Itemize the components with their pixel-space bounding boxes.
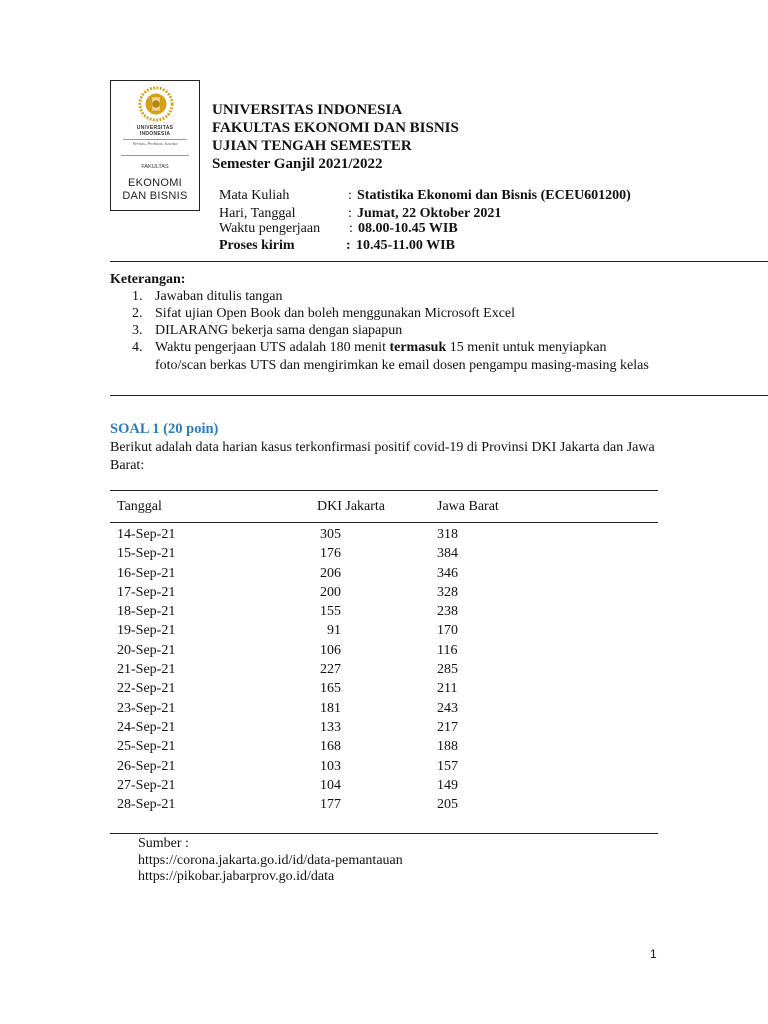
table-row <box>110 776 658 795</box>
table-row <box>110 583 658 602</box>
cell-dki-value: 305 <box>320 527 341 542</box>
cell-jabar: 243 <box>437 700 458 716</box>
cell-jabar: 116 <box>437 642 458 658</box>
table-body <box>110 523 658 815</box>
university-logo <box>110 80 200 211</box>
info-course-label: Mata Kuliah <box>219 188 290 203</box>
note-number-2: 2. <box>132 306 143 321</box>
note-number-1: 1. <box>132 289 143 304</box>
table-header-row <box>110 491 658 523</box>
logo-faculty-line1: EKONOMI <box>127 177 183 189</box>
cell-dki <box>317 583 437 602</box>
info-time-value: 08.00-10.45 WIB <box>358 221 458 236</box>
cell-date: 23-Sep-21 <box>117 700 176 716</box>
cell-jabar: 211 <box>437 681 458 697</box>
cell-jabar: 346 <box>437 565 458 581</box>
cell-dki <box>317 544 437 563</box>
cell-dki-value: 106 <box>320 642 341 658</box>
notes-divider <box>110 395 768 396</box>
note-4-bold: termasuk <box>389 340 447 355</box>
cell-jabar: 384 <box>437 546 458 562</box>
cell-jabar: 188 <box>437 739 458 755</box>
cell-dki-value: 206 <box>320 565 341 581</box>
cell-date: 25-Sep-21 <box>117 739 176 755</box>
cell-date: 22-Sep-21 <box>117 681 176 697</box>
info-time-label: Waktu pengerjaan <box>219 221 321 236</box>
info-date-value: Jumat, 22 Oktober 2021 <box>357 206 502 221</box>
logo-faculty-name <box>111 177 199 203</box>
cell-dki <box>317 523 437 545</box>
cell-date: 20-Sep-21 <box>117 642 176 658</box>
question-intro: Berikut adalah data harian kasus terkonfirmasi positif covid-19 di Provinsi DKI Jakarta dan Jawa Barat: <box>110 440 655 473</box>
header-divider <box>110 261 768 262</box>
cell-dki-value: 165 <box>320 681 341 697</box>
table-row <box>110 757 658 776</box>
cell-jabar: 157 <box>437 758 458 774</box>
logo-faculty-line2: DAN BISNIS <box>122 190 188 202</box>
table-row <box>110 641 658 660</box>
cell-dki <box>317 621 437 640</box>
cell-date: 26-Sep-21 <box>117 758 176 774</box>
source-label: Sumber : <box>138 836 189 851</box>
column-header-dki: DKI Jakarta <box>317 491 437 523</box>
notes-title: Keterangan: <box>110 272 186 287</box>
cell-dki-value: 104 <box>320 777 341 793</box>
table-bottom-rule <box>110 833 658 834</box>
cell-dki-value: 176 <box>320 546 341 562</box>
header-faculty: FAKULTAS EKONOMI DAN BISNIS <box>212 120 459 136</box>
cell-dki <box>317 718 437 737</box>
covid-data-table <box>110 490 658 814</box>
note-4-before: Waktu pengerjaan UTS adalah 180 menit <box>155 340 390 355</box>
info-send-value: 10.45-11.00 WIB <box>356 238 455 253</box>
cell-dki <box>317 660 437 679</box>
source-url-jabar: https://pikobar.jabarprov.go.id/data <box>138 869 335 884</box>
header-title <box>212 101 459 173</box>
cell-dki <box>317 737 437 756</box>
question-title: SOAL 1 (20 poin) <box>110 421 219 437</box>
cell-date: 14-Sep-21 <box>117 527 176 542</box>
note-4-after: 15 menit untuk menyiapkan foto/scan berkas UTS dan mengirimkan ke email dosen pengampu masing-masing kelas <box>155 340 649 373</box>
table-row <box>110 718 658 737</box>
column-header-jabar: Jawa Barat <box>437 491 658 523</box>
makara-emblem-icon <box>137 85 175 123</box>
table-row <box>110 795 658 814</box>
note-text-2: Sifat ujian Open Book dan boleh menggunakan Microsoft Excel <box>155 306 516 321</box>
cell-dki-value: 181 <box>320 700 341 716</box>
table-row <box>110 737 658 756</box>
cell-dki <box>317 679 437 698</box>
cell-dki <box>317 757 437 776</box>
cell-date: 24-Sep-21 <box>117 719 176 735</box>
note-text-3: DILARANG bekerja sama dengan siapapun <box>155 323 403 338</box>
cell-dki-value: 91 <box>327 623 341 639</box>
table-row <box>110 699 658 718</box>
cell-jabar: 149 <box>437 777 458 793</box>
info-date-colon: : <box>348 206 352 221</box>
cell-date: 15-Sep-21 <box>117 546 176 562</box>
info-send-label: Proses kirim <box>219 238 295 253</box>
cell-jabar: 238 <box>437 604 458 620</box>
header-exam: UJIAN TENGAH SEMESTER <box>212 138 412 154</box>
info-time-colon: : <box>349 221 353 236</box>
cell-jabar: 205 <box>437 797 458 813</box>
cell-dki <box>317 795 437 814</box>
logo-univ-line1: UNIVERSITAS <box>136 125 174 131</box>
note-text-1: Jawaban ditulis tangan <box>155 289 283 304</box>
source-url-jakarta: https://corona.jakarta.go.id/id/data-pemantauan <box>138 852 403 868</box>
cell-jabar: 285 <box>437 662 458 678</box>
column-header-date: Tanggal <box>110 491 317 523</box>
cell-dki-value: 103 <box>320 758 341 774</box>
cell-date: 17-Sep-21 <box>117 584 176 600</box>
table-row <box>110 523 658 545</box>
header-semester: Semester Ganjil 2021/2022 <box>212 156 383 172</box>
table-row <box>110 621 658 640</box>
cell-dki <box>317 602 437 621</box>
cell-date: 16-Sep-21 <box>117 565 176 581</box>
table-row <box>110 602 658 621</box>
note-number-4: 4. <box>132 340 143 355</box>
logo-university-text <box>111 125 199 137</box>
cell-dki <box>317 564 437 583</box>
page-number: 1 <box>650 947 657 961</box>
table-row <box>110 679 658 698</box>
cell-date: 28-Sep-21 <box>117 797 176 813</box>
cell-jabar: 170 <box>437 623 458 639</box>
table-row <box>110 660 658 679</box>
logo-divider <box>121 155 189 156</box>
cell-dki-value: 155 <box>320 604 341 620</box>
cell-date: 21-Sep-21 <box>117 662 176 678</box>
table-row <box>110 564 658 583</box>
cell-jabar: 328 <box>437 584 458 600</box>
cell-jabar: 217 <box>437 719 458 735</box>
note-number-3: 3. <box>132 323 143 338</box>
logo-faculty-label: FAKULTAS <box>141 164 169 170</box>
cell-dki <box>317 776 437 795</box>
source-block <box>138 836 403 886</box>
cell-dki-value: 200 <box>320 584 341 600</box>
logo-univ-line2: INDONESIA <box>139 131 171 137</box>
cell-dki-value: 227 <box>320 662 341 678</box>
info-send-colon: : <box>346 238 351 253</box>
cell-jabar: 318 <box>437 527 458 542</box>
info-course-value: Statistika Ekonomi dan Bisnis (ECEU601200) <box>357 188 631 203</box>
cell-date: 27-Sep-21 <box>117 777 176 793</box>
logo-motto: Veritas, Probitas, Iustitia <box>123 139 187 146</box>
cell-dki-value: 177 <box>320 797 341 813</box>
note-text-4 <box>155 339 660 374</box>
cell-date: 18-Sep-21 <box>117 604 176 620</box>
table-row <box>110 544 658 563</box>
cell-dki <box>317 641 437 660</box>
cell-dki <box>317 699 437 718</box>
header-university: UNIVERSITAS INDONESIA <box>212 102 403 118</box>
cell-dki-value: 168 <box>320 739 341 755</box>
info-course-colon: : <box>348 188 352 203</box>
info-date-label: Hari, Tanggal <box>219 206 296 221</box>
cell-dki-value: 133 <box>320 719 341 735</box>
cell-date: 19-Sep-21 <box>117 623 176 639</box>
